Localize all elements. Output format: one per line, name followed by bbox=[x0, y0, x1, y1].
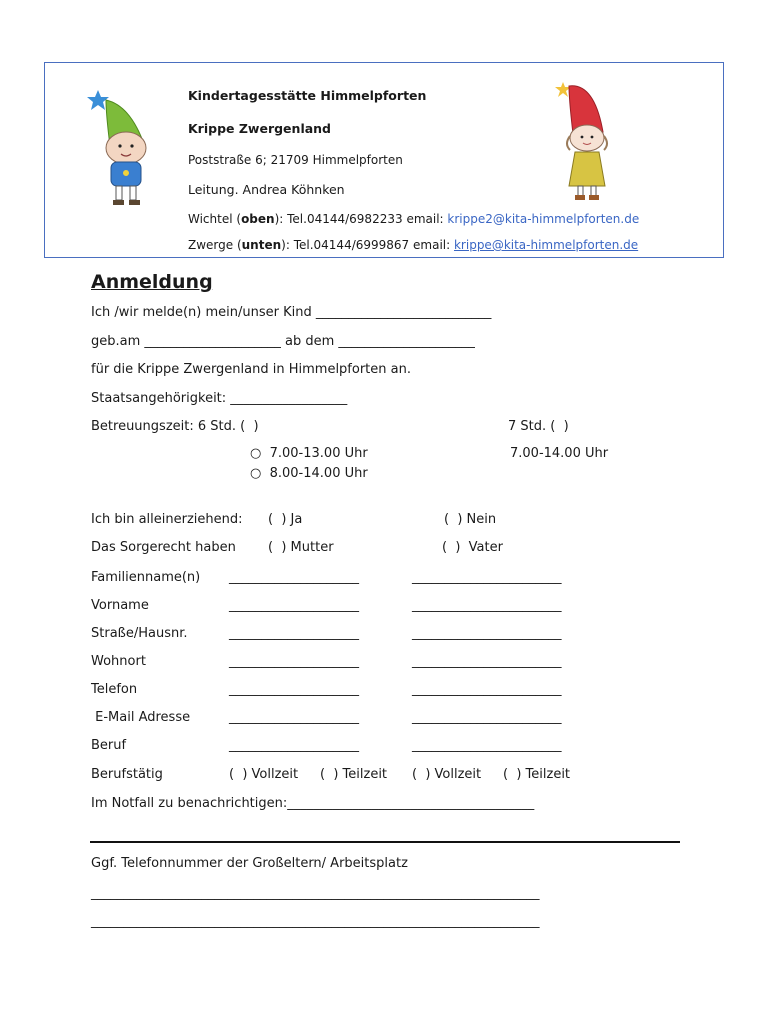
for-crib-line: für die Krippe Zwergenland in Himmelpforten an. bbox=[91, 362, 411, 377]
wichtel-email-link[interactable]: krippe2@kita-himmelpforten.de bbox=[447, 212, 640, 226]
care-option-1-label: 7.00-13.00 Uhr bbox=[269, 446, 368, 461]
field-blank-city-1[interactable]: ____________________ bbox=[229, 654, 359, 669]
grandparents-blank-2[interactable]: _____________________________________________________________________ bbox=[91, 914, 540, 929]
zwerge-floor: unten bbox=[241, 238, 282, 252]
field-blank-email-2[interactable]: _______________________ bbox=[412, 710, 562, 725]
care-option-1[interactable] bbox=[250, 446, 368, 462]
field-blank-first-name-1[interactable]: ____________________ bbox=[229, 598, 359, 613]
field-blank-city-2[interactable]: _______________________ bbox=[412, 654, 562, 669]
wichtel-phone: Tel.04144/6982233 bbox=[287, 212, 403, 226]
green-gnome-illustration bbox=[84, 82, 164, 212]
care-option-7h: 7.00-14.00 Uhr bbox=[510, 446, 609, 461]
wichtel-email-label: email: bbox=[406, 212, 444, 226]
field-blank-job-2[interactable]: _______________________ bbox=[412, 738, 562, 753]
employed-fulltime-1[interactable]: ( ) Vollzeit bbox=[229, 767, 299, 782]
single-parent-yes[interactable]: ( ) Ja bbox=[268, 512, 303, 527]
employed-label: Berufstätig bbox=[91, 767, 163, 782]
employed-fulltime-2[interactable]: ( ) Vollzeit bbox=[412, 767, 482, 782]
zwerge-email-link[interactable]: krippe@kita-himmelpforten.de bbox=[453, 238, 639, 252]
zwerge-phone: Tel.04144/6999867 bbox=[293, 238, 410, 252]
field-label-phone: Telefon bbox=[91, 682, 138, 697]
nationality-line: Staatsangehörigkeit: __________________ bbox=[91, 391, 348, 406]
field-blank-email-1[interactable]: ____________________ bbox=[229, 710, 359, 725]
red-gnome-illustration bbox=[555, 76, 619, 204]
custody-mother[interactable]: ( ) Mutter bbox=[268, 540, 334, 555]
zwerge-email-label: email: bbox=[413, 238, 451, 252]
birth-line: geb.am _____________________ ab dem _____________________ bbox=[91, 334, 475, 349]
field-blank-family-name-1[interactable]: ____________________ bbox=[229, 570, 359, 585]
field-label-email: E-Mail Adresse bbox=[91, 710, 191, 725]
emergency-line[interactable]: Im Notfall zu benachrichtigen:______________________________________ bbox=[91, 796, 535, 811]
care-option-2-label: 8.00-14.00 Uhr bbox=[269, 466, 368, 481]
wichtel-group: Wichtel bbox=[188, 212, 233, 226]
custody-label: Das Sorgerecht haben bbox=[91, 540, 236, 555]
grandparents-label: Ggf. Telefonnummer der Großeltern/ Arbeitsplatz bbox=[91, 856, 408, 871]
field-label-first-name: Vorname bbox=[91, 598, 149, 613]
field-blank-street-1[interactable]: ____________________ bbox=[229, 626, 359, 641]
field-blank-job-1[interactable]: ____________________ bbox=[229, 738, 359, 753]
field-label-city: Wohnort bbox=[91, 654, 146, 669]
field-blank-phone-2[interactable]: _______________________ bbox=[412, 682, 562, 697]
crib-name: Krippe Zwergenland bbox=[188, 121, 332, 136]
zwerge-contact: Zwerge (unten): Tel.04144/6999867 email: krippe@kita-himmelpforten.de bbox=[188, 238, 639, 252]
care-time-6h[interactable]: Betreuungszeit: 6 Std. ( ) bbox=[91, 419, 259, 434]
address: Poststraße 6; 21709 Himmelpforten bbox=[188, 153, 403, 167]
radio-circle-icon: ○ bbox=[250, 466, 262, 481]
custody-father[interactable]: ( ) Vater bbox=[442, 540, 503, 555]
wichtel-contact: Wichtel (oben): Tel.04144/6982233 email: krippe2@kita-himmelpforten.de bbox=[188, 212, 640, 226]
field-label-job: Beruf bbox=[91, 738, 127, 753]
field-label-street: Straße/Hausnr. bbox=[91, 626, 188, 641]
field-blank-family-name-2[interactable]: _______________________ bbox=[412, 570, 562, 585]
section-divider bbox=[90, 841, 680, 843]
field-blank-street-2[interactable]: _______________________ bbox=[412, 626, 562, 641]
radio-circle-icon: ○ bbox=[250, 446, 262, 461]
enroll-line: Ich /wir melde(n) mein/unser Kind ___________________________ bbox=[91, 305, 492, 320]
care-option-2[interactable] bbox=[250, 466, 368, 482]
wichtel-floor: oben bbox=[241, 212, 275, 226]
org-name: Kindertagesstätte Himmelpforten bbox=[188, 88, 427, 103]
leader: Leitung. Andrea Köhnken bbox=[188, 182, 345, 197]
field-label-family-name: Familienname(n) bbox=[91, 570, 201, 585]
employed-parttime-2[interactable]: ( ) Teilzeit bbox=[503, 767, 571, 782]
grandparents-blank-1[interactable]: _____________________________________________________________________ bbox=[91, 886, 540, 901]
care-time-7h[interactable]: 7 Std. ( ) bbox=[508, 419, 569, 434]
field-blank-first-name-2[interactable]: _______________________ bbox=[412, 598, 562, 613]
field-blank-phone-1[interactable]: ____________________ bbox=[229, 682, 359, 697]
form-title: Anmeldung bbox=[91, 271, 213, 293]
single-parent-no[interactable]: ( ) Nein bbox=[444, 512, 497, 527]
zwerge-group: Zwerge bbox=[188, 238, 234, 252]
employed-parttime-1[interactable]: ( ) Teilzeit bbox=[320, 767, 388, 782]
single-parent-label: Ich bin alleinerziehend: bbox=[91, 512, 243, 527]
